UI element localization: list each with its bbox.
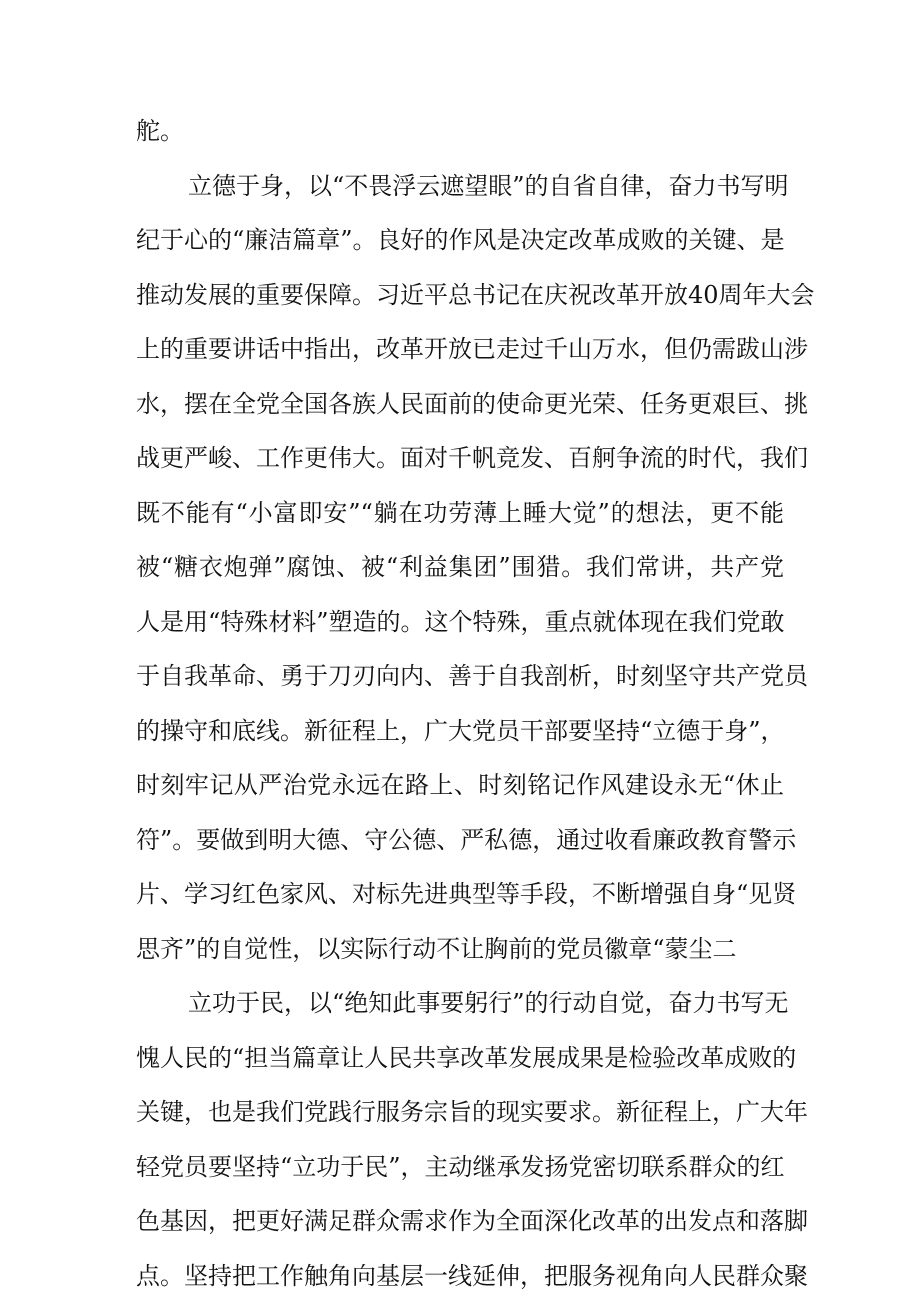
text-line: 于自我革命、勇于刀刃向内、善于自我剖析，时刻坚守共产党员 bbox=[136, 649, 784, 704]
text-line: 时刻牢记从严治党永远在路上、时刻铭记作风建设永无“休止 bbox=[136, 758, 784, 813]
text-line: 既不能有“小富即安”“躺在功劳薄上睡大觉”的想法，更不能 bbox=[136, 486, 784, 541]
text-line: 立德于身，以“不畏浮云遮望眼”的自省自律，奋力书写明 bbox=[136, 159, 784, 214]
text-line: 舵。 bbox=[136, 104, 784, 159]
text-line: 思齐”的自觉性，以实际行动不让胸前的党员徽章“蒙尘二 bbox=[136, 922, 784, 977]
text-line: 的操守和底线。新征程上，广大党员干部要坚持“立德于身”， bbox=[136, 704, 784, 759]
text-line: 片、学习红色家风、对标先进典型等手段，不断增强自身“见贤 bbox=[136, 867, 784, 922]
text-line: 被“糖衣炮弹”腐蚀、被“利益集团”围猎。我们常讲，共产党 bbox=[136, 540, 784, 595]
text-line: 符”。要做到明大德、守公德、严私德，通过收看廉政教育警示 bbox=[136, 813, 784, 868]
document-body bbox=[136, 104, 784, 1303]
text-line: 战更严峻、工作更伟大。面对千帆竞发、百舸争流的时代，我们 bbox=[136, 431, 784, 486]
text-line: 关键，也是我们党践行服务宗旨的现实要求。新征程上，广大年 bbox=[136, 1085, 784, 1140]
text-line: 色基因，把更好满足群众需求作为全面深化改革的出发点和落脚 bbox=[136, 1194, 784, 1249]
paragraph-1 bbox=[136, 104, 784, 159]
text-line: 推动发展的重要保障。习近平总书记在庆祝改革开放40周年大会 bbox=[136, 268, 784, 323]
paragraph-3 bbox=[136, 976, 784, 1303]
text-line: 上的重要讲话中指出，改革开放已走过千山万水，但仍需跋山涉 bbox=[136, 322, 784, 377]
text-line: 水，摆在全党全国各族人民面前的使命更光荣、任务更艰巨、挑 bbox=[136, 377, 784, 432]
paragraph-2 bbox=[136, 159, 784, 977]
text-line: 人是用“特殊材料”塑造的。这个特殊，重点就体现在我们党敢 bbox=[136, 595, 784, 650]
text-line: 立功于民，以“绝知此事要躬行”的行动自觉，奋力书写无 bbox=[136, 976, 784, 1031]
text-line: 愧人民的“担当篇章让人民共享改革发展成果是检验改革成败的 bbox=[136, 1031, 784, 1086]
text-line: 点。坚持把工作触角向基层一线延伸，把服务视角向人民群众聚 bbox=[136, 1249, 784, 1303]
text-line: 纪于心的“廉洁篇章”。良好的作风是决定改革成败的关键、是 bbox=[136, 213, 784, 268]
text-line: 轻党员要坚持“立功于民”，主动继承发扬党密切联系群众的红 bbox=[136, 1140, 784, 1195]
